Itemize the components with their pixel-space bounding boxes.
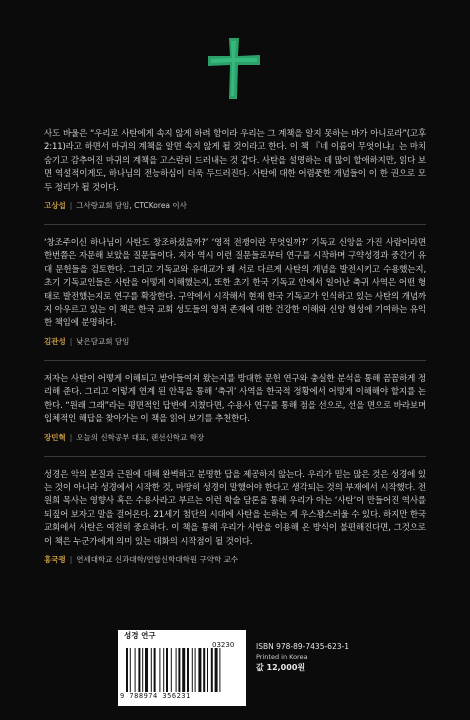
endorsement-author (44, 336, 426, 347)
endorsement-author (44, 432, 426, 443)
author-name: 김관성 (44, 336, 66, 346)
barcode-bar (138, 648, 140, 692)
author-role: 오늘의 신학공부 대표, 랜선신학교 학장 (76, 432, 205, 442)
printed-in: Printed in Korea (256, 653, 308, 661)
barcode-bar (163, 648, 164, 692)
barcode-bar (145, 648, 148, 692)
endorsement (44, 373, 426, 443)
barcode-bar (198, 648, 201, 692)
endorsement (44, 237, 426, 347)
green-cross-icon (202, 36, 266, 100)
separator: | (69, 432, 73, 442)
author-role: 낮은담교회 담임 (76, 336, 130, 346)
endorsement-text: 저자는 사탄이 어떻게 이해되고 받아들여져 왔는지를 방대한 문헌 연구와 충실한 분석을 통해 꼼꼼하게 정리해 준다. 그리고 이렇게 연계 된 안목을 통해 ‘축귀’ 사역을 한국적 정황에서 어떻게 이해해야 할지를 논한다. “원래 그래”라는 평면적인 답변에 지쳤다면, 수용사 연구를 통해 점을 선으로, 선을 면으로 바라보며 입체적인 해답을 찾아가는 이 책을 읽어 보기를 추천한다. (44, 373, 426, 425)
barcode-bar (178, 648, 180, 692)
barcode-bar (159, 648, 160, 692)
divider (44, 456, 426, 457)
separator: | (69, 201, 73, 211)
divider (44, 360, 426, 361)
barcode-bar (151, 648, 152, 692)
separator: | (69, 554, 73, 564)
barcode-icon (126, 648, 238, 692)
barcode-bar (219, 648, 220, 692)
barcode-bar (126, 648, 128, 692)
endorsement (44, 469, 426, 565)
barcode-bar (135, 648, 136, 692)
barcode-bar (154, 648, 156, 692)
author-role: 그사랑교회 담임, CTCKorea 이사 (76, 201, 187, 211)
barcode-bar (195, 648, 196, 692)
book-info (256, 641, 349, 674)
category-label: 성경 연구 (124, 631, 156, 640)
endorsement-text: 사도 바울은 “우리로 사탄에게 속지 않게 하려 함이라 우리는 그 계책을 알지 못하는 바가 아니로라”(고후 2:11)라고 하면서 마귀의 계책을 알면 속지 않게 될 것이라고 한다. 이 책 『네 이름이 무엇이냐』는 마치 숨기고 감추어진 마귀의 계책을 고스란히 드러내는 것 같다. 사탄을 설명하는 데 많이 할애하지만, 읽다 보면 역설적이게도, 하나님의 전능하심이 더욱 두드러진다. 사탄에 대한 어렴풋한 개념들이 이 한 권으로 모두 정리가 될 것이다. (44, 129, 426, 193)
endorsement-author (44, 200, 426, 211)
barcode-bar (187, 648, 189, 692)
endorsement-text: ‘창조주이신 하나님이 사탄도 창조하셨을까?’ ‘영적 전쟁이란 무엇일까?’ 기독교 신앙을 가진 사람이라면 한번쯤은 자문해 보았을 질문들이다. 저자 역시 이런 질문들로부터 연구를 시작하며 구약성경과 중간기 유대 문헌들을 검토한다. 그리고 기독교와 유대교가 왜 서로 다르게 사탄의 개념을 발전시키고 수용했는지, 초기 기독교인들은 사탄을 어떻게 이해했는지, 또한 초기 한국 기독교 안에서 일어난 축귀 사역은 어떤 형태로 발전했는지로 연구를 확장한다. 구약에서 시작해서 현재 한국 기독교가 인식하고 있는 사탄의 개념까지 아우르고 있는 이 책은 한국 교회 성도들의 영적 존재에 대한 건강한 이해와 신앙 형성에 기여하는 유익한 책임에 분명하다. (44, 238, 426, 329)
barcode-bar (142, 648, 143, 692)
separator: | (69, 336, 73, 346)
endorsement-author (44, 554, 426, 565)
author-role: 연세대학교 신과대학/연합신학대학원 구약학 교수 (76, 554, 239, 564)
barcode-bar (192, 648, 193, 692)
barcode-bar (166, 648, 168, 692)
author-name: 홍국평 (44, 554, 66, 564)
barcode-bar (207, 648, 208, 692)
isbn: ISBN 978-89-7435-623-1 (256, 642, 349, 651)
divider (44, 224, 426, 225)
barcode-bar (176, 648, 177, 692)
barcode-bar (130, 648, 131, 692)
barcode-bar (182, 648, 185, 692)
price: 값 12,000원 (256, 663, 306, 672)
author-name: 장민혁 (44, 432, 66, 442)
barcode-bar (215, 648, 218, 692)
endorsement (44, 128, 426, 211)
author-name: 고상섭 (44, 201, 66, 211)
endorsements (44, 128, 426, 578)
barcode-bar (203, 648, 205, 692)
barcode-bar (211, 648, 213, 692)
endorsement-text: 성경은 악의 본질과 근원에 대해 완벽하고 분명한 답을 제공하지 않는다. 우리가 믿는 많은 것은 성경에 있는 것이 아니라 성경에서 시작한 것, 마땅히 성경이 말했어야 한다고 생각되는 것의 부재에서 시작했다. 전원희 목사는 영향사 혹은 수용사라고 부르는 이런 학술 담론을 통해 우리가 아는 ‘사탄’이 만들어진 역사를 되짚어 보자고 말을 걸어온다. 21세기 첨단의 시대에 사탄을 논하는 게 우스꽝스러울 수 있다. 하지만 한국 교회에서 사탄은 여전히 중요하다. 이 책을 통해 우리가 사탄을 이용해 온 방식이 불편해진다면, 그것으로 이 책은 누군가에게 의미 있는 대화의 시작점이 될 것이다. (44, 469, 426, 547)
barcode-bar (171, 648, 172, 692)
barcode-addon: 03230 (212, 641, 235, 649)
barcode-digits: 9 788974 356231 (120, 692, 191, 700)
